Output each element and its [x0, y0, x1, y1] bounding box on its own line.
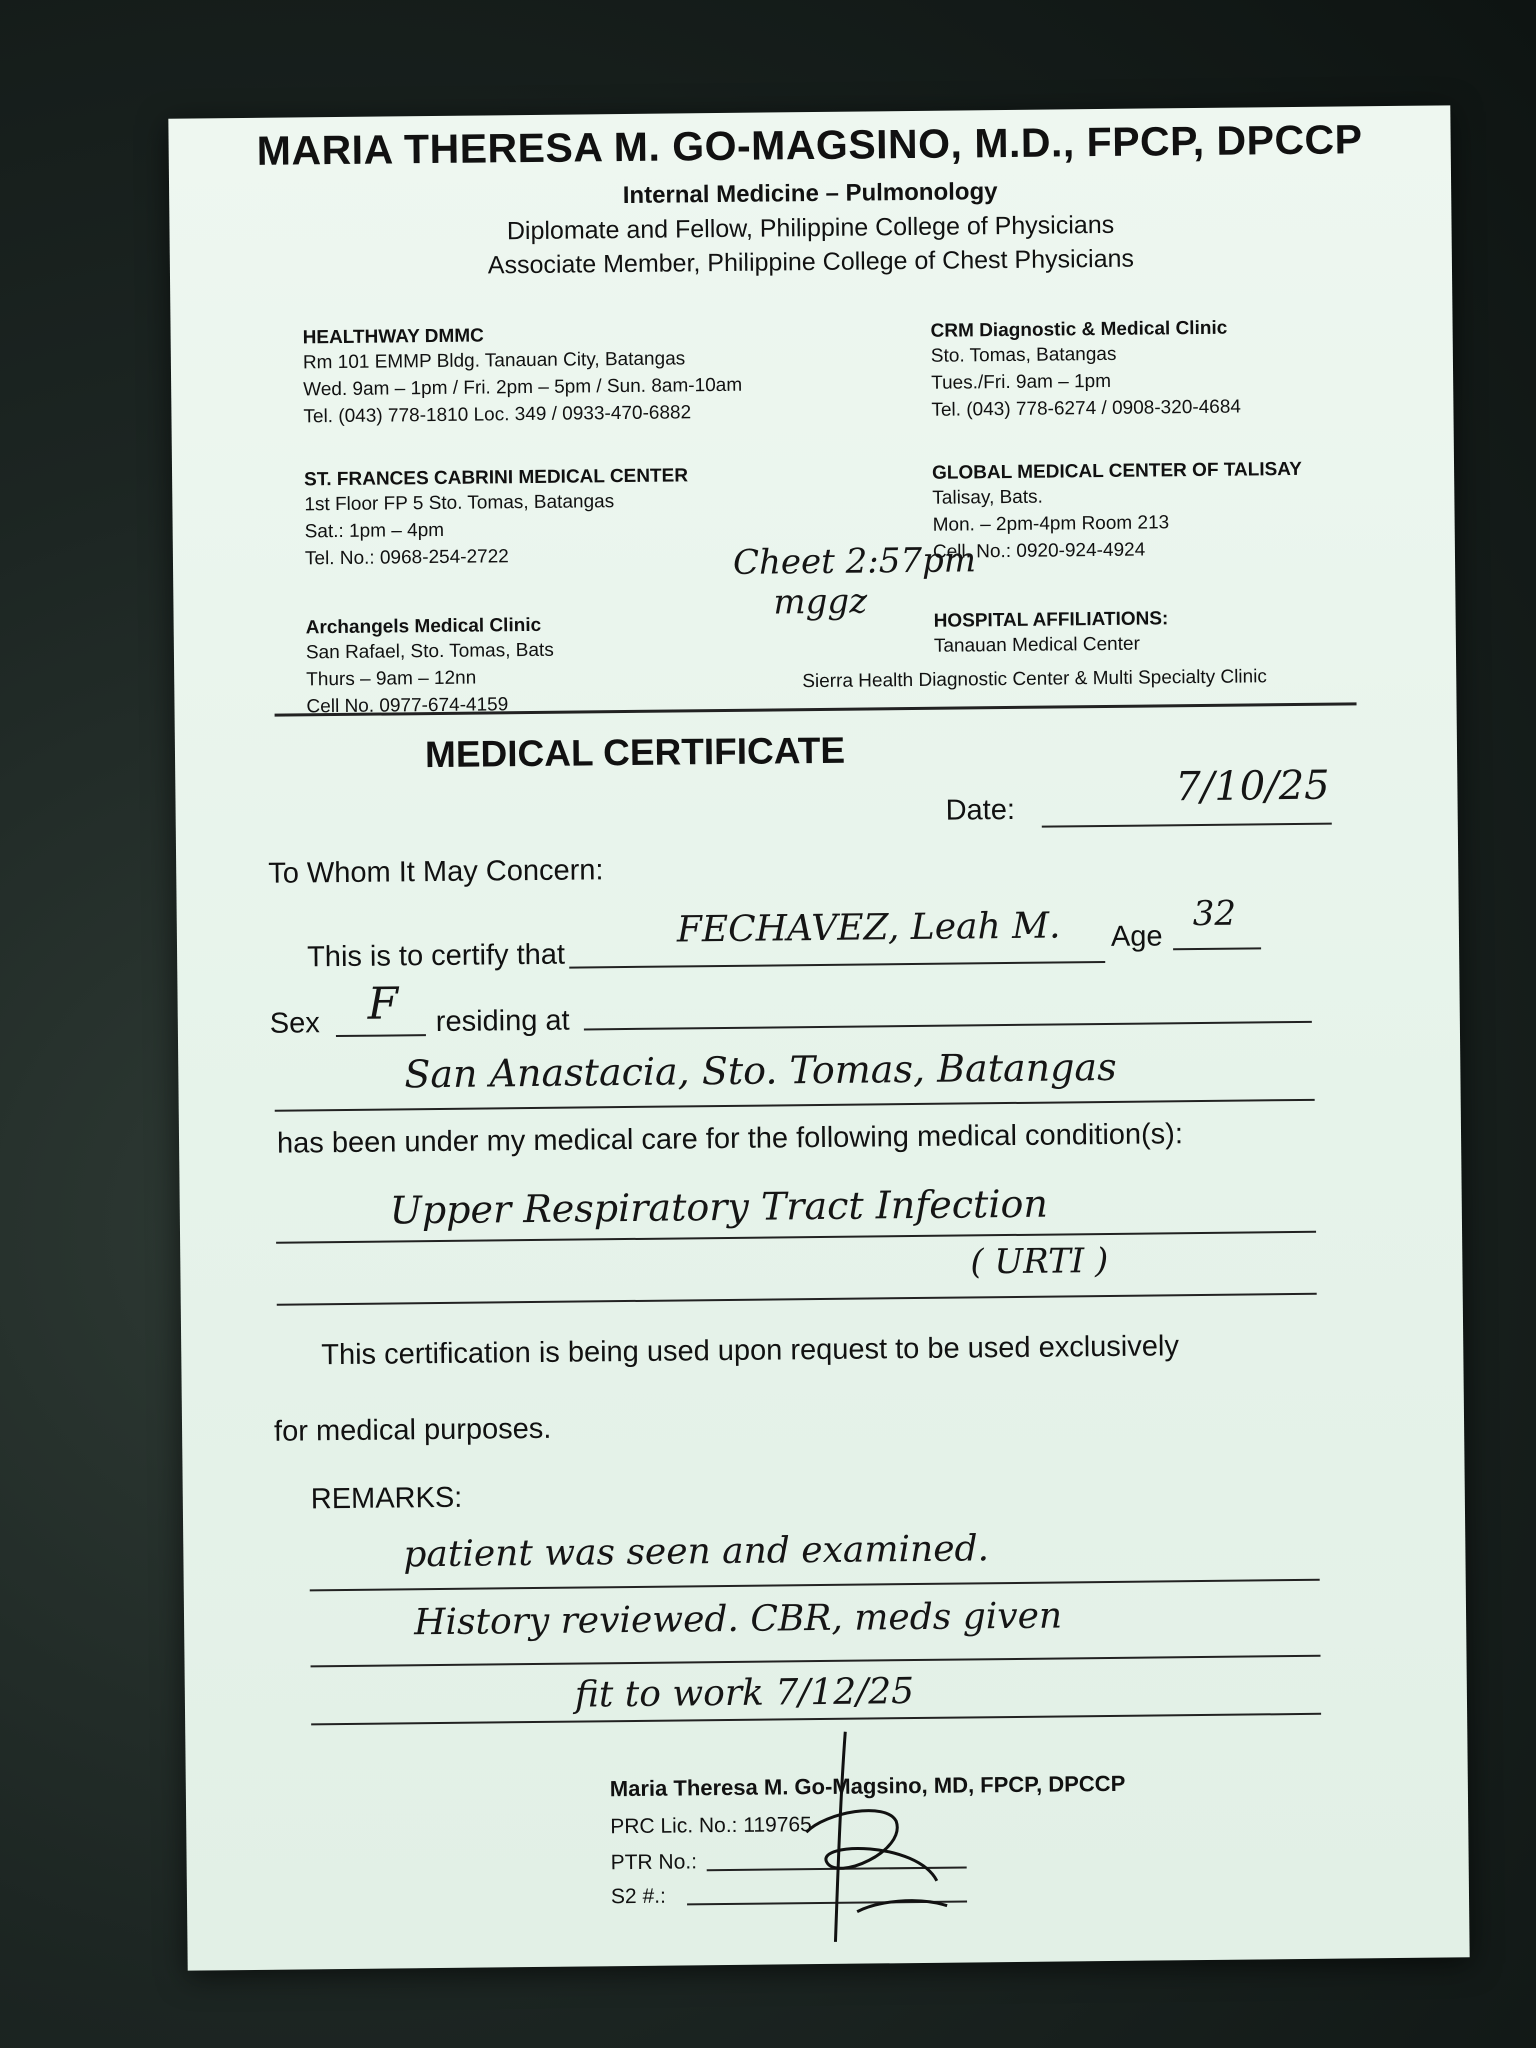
date-value: 7/10/25 [1175, 762, 1330, 811]
condition-label: has been under my medical care for the following medical condition(s): [276, 1118, 1184, 1160]
signatory-name: Maria Theresa M. Go-Magsino, MD, FPCP, DPCCP [609, 1770, 1126, 1802]
remark-line: History reviewed. CBR, meds given [413, 1595, 1063, 1644]
remarks-underline [310, 1579, 1320, 1592]
sex-value: F [367, 978, 399, 1030]
note-line-2: mggz [773, 581, 868, 623]
date-label: Date: [945, 793, 1016, 827]
patient-name-line [569, 961, 1105, 969]
clinic-line: Thurs – 9am – 12nn [306, 667, 477, 691]
clinic-name: GLOBAL MEDICAL CENTER OF TALISAY [931, 458, 1303, 484]
clinic-line: 1st Floor FP 5 Sto. Tomas, Batangas [304, 491, 615, 516]
residing-line [584, 1021, 1312, 1031]
hospital-affiliations [934, 605, 1454, 659]
condition-line-1: Upper Respiratory Tract Infection [389, 1181, 1049, 1233]
clinic-healthway [303, 322, 824, 430]
clinic-name: CRM Diagnostic & Medical Clinic [930, 317, 1228, 342]
certify-label: This is to certify that [306, 938, 566, 974]
clinic-line: Talisay, Bats. [932, 486, 1043, 509]
clinic-line: Tel. (043) 778-6274 / 0908-320-4684 [931, 396, 1242, 421]
clinic-global [932, 457, 1453, 565]
note-line-1: Cheet 2:57pm [732, 540, 977, 583]
clinic-name: HEALTHWAY DMMC [302, 325, 484, 349]
clinic-line: Rm 101 EMMP Bldg. Tanauan City, Batangas [302, 348, 686, 374]
clinic-line: San Rafael, Sto. Tomas, Bats [305, 639, 554, 664]
age-label: Age [1110, 920, 1163, 953]
clinic-line: Wed. 9am – 1pm / Fri. 2pm – 5pm / Sun. 8am-10am [303, 374, 743, 401]
remark-line: patient was seen and examined. [403, 1528, 990, 1576]
s2-label: S2 #.: [610, 1884, 666, 1909]
prc-license: PRC Lic. No.: 119765 [610, 1813, 812, 1839]
clinic-line: Cell No. 0977-674-4159 [306, 694, 509, 718]
clinic-line: Sto. Tomas, Batangas [930, 343, 1117, 367]
clinic-archangels [306, 612, 827, 720]
signature-mark [745, 1710, 1007, 1953]
clinic-line: Mon. – 2pm-4pm Room 213 [932, 512, 1170, 536]
age-line [1173, 947, 1261, 950]
certificate-paper [168, 105, 1469, 1970]
clinic-line: Sat.: 1pm – 4pm [304, 519, 445, 543]
sex-label: Sex [269, 1007, 320, 1040]
clinic-name: Archangels Medical Clinic [305, 614, 542, 639]
remarks-label: REMARKS: [310, 1481, 463, 1516]
address: San Anastacia, Sto. Tomas, Batangas [404, 1044, 1117, 1097]
condition-line-2: ( URTI ) [970, 1240, 1109, 1283]
patient-name: FECHAVEZ, Leah M. [676, 905, 1061, 951]
remarks-underline [311, 1655, 1321, 1668]
statement-2: for medical purposes. [273, 1412, 552, 1448]
specialty: Internal Medicine – Pulmonology [622, 178, 998, 210]
credential-2: Associate Member, Philippine College of Chest Physicians [487, 244, 1135, 280]
residing-label: residing at [435, 1004, 570, 1039]
ptr-label: PTR No.: [610, 1850, 698, 1875]
clinic-line: Tel. No.: 0968-254-2722 [304, 546, 509, 570]
credential-1: Diplomate and Fellow, Philippine College of Physicians [506, 210, 1115, 246]
handwritten-note [733, 540, 977, 623]
clinic-line: Tues./Fri. 9am – 1pm [931, 370, 1112, 394]
clinic-line: Tel. (043) 778-1810 Loc. 349 / 0933-470-6882 [303, 402, 692, 428]
condition-underline-1 [276, 1231, 1316, 1244]
remark-line: fit to work 7/12/25 [574, 1671, 915, 1716]
clinic-name: ST. FRANCES CABRINI MEDICAL CENTER [304, 465, 689, 491]
address-line [275, 1099, 1315, 1112]
age-value: 32 [1192, 893, 1237, 935]
certificate-title: MEDICAL CERTIFICATE [424, 729, 846, 776]
affiliation-line-2: Sierra Health Diagnostic Center & Multi Specialty Clinic [802, 666, 1267, 693]
doctor-name: MARIA THERESA M. GO-MAGSINO, M.D., FPCP, DPCCP [256, 116, 1363, 174]
clinic-line: Tanauan Medical Center [933, 633, 1140, 657]
salutation: To Whom It May Concern: [268, 854, 604, 890]
statement-1: This certification is being used upon request to be used exclusively [321, 1330, 1180, 1372]
date-line [1042, 823, 1332, 828]
clinic-line: Cell. No.: 0920-924-4924 [932, 539, 1146, 563]
clinic-crm [930, 315, 1451, 423]
clinic-name: HOSPITAL AFFILIATIONS: [933, 608, 1169, 632]
sex-line [336, 1034, 426, 1037]
condition-underline-2 [277, 1293, 1317, 1306]
